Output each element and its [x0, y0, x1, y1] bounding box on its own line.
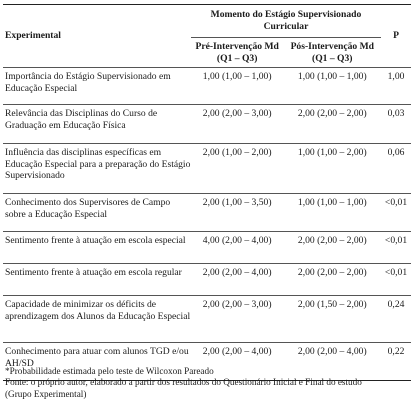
table-notes: [5, 366, 411, 400]
pre-value: 2,00 (2,00 – 4,00): [202, 267, 272, 278]
row-label: Capacidade de minimizar os déficits de aprendizagem dos Alunos da Educação Especial: [5, 299, 191, 322]
pos-value: 2,00 (2,00 – 2,00): [297, 267, 367, 278]
table-row: [3, 296, 411, 343]
pos-value: 1,00 (1,00 – 1,00): [297, 71, 367, 82]
pos-value: 2,00 (2,00 – 2,00): [297, 235, 367, 246]
p-value: 1,00: [387, 71, 405, 82]
pre-value: 1,00 (1,00 – 1,00): [202, 71, 272, 82]
table-row: [3, 144, 411, 194]
table-row: [3, 264, 411, 296]
p-value: <0,01: [384, 267, 408, 278]
p-value: 0,06: [387, 147, 405, 158]
pre-value: 2,00 (1,00 – 2,00): [202, 147, 272, 158]
header-row-top: [3, 5, 411, 38]
col-header-momento: Momento do Estágio Supervisionado Curricular: [191, 5, 381, 38]
row-label: Relevância das Disciplinas do Curso de Graduação em Educação Física: [5, 108, 158, 131]
pre-value: 2,00 (2,00 – 3,00): [202, 299, 272, 310]
pos-value: 2,00 (2,00 – 4,00): [297, 346, 367, 357]
col-header-p: P: [381, 5, 411, 68]
col-header-pre: Pré-Intervenção Md (Q1 – Q3): [191, 38, 284, 68]
p-value: 0,24: [387, 299, 405, 310]
p-value: 0,03: [387, 108, 405, 119]
results-table: [3, 4, 411, 381]
row-label: Conhecimento para atuar com alunos TGD e/ou AH/SD: [5, 346, 189, 369]
pre-value: 4,00 (2,00 – 4,00): [202, 235, 272, 246]
pre-value: 2,00 (2,00 – 4,00): [202, 346, 272, 357]
col-header-experimental: Experimental: [3, 5, 191, 68]
pos-value: 2,00 (1,50 – 2,00): [297, 299, 367, 310]
source-note: Fonte: o próprio autor, elaborado a partir dos resultados do Questionário Inicial e Final do estudo: [5, 377, 362, 388]
table-row: [3, 105, 411, 144]
row-label: Conhecimento dos Supervisores de Campo sobre a Educação Especial: [5, 197, 171, 220]
row-label: Importância do Estágio Supervisionado em Educação Especial: [5, 71, 171, 94]
pos-value: 2,00 (2,00 – 2,00): [297, 108, 367, 119]
p-value: <0,01: [384, 235, 408, 246]
pre-value: 2,00 (2,00 – 3,00): [202, 108, 272, 119]
footnote-probability: *Probabilidade estimada pelo teste de Wilcoxon Pareado: [5, 366, 214, 376]
p-value: <0,01: [384, 197, 408, 208]
pos-value: 1,00 (1,00 – 1,00): [297, 197, 367, 208]
table-row: [3, 68, 411, 105]
col-header-pos: Pós-Intervenção Md (Q1 – Q3): [283, 38, 381, 68]
p-value: 0,22: [387, 346, 405, 357]
table-row: [3, 194, 411, 232]
pos-value: 1,00 (1,00 – 2,00): [297, 147, 367, 158]
pre-value: 2,00 (1,00 – 3,50): [202, 197, 272, 208]
row-label: Influência das disciplinas específicas em Educação Especial para a preparação do Estágio Supervisionado: [5, 147, 191, 182]
table-row: [3, 232, 411, 264]
row-label: Sentimento frente à atuação em escola especial: [5, 235, 186, 246]
row-label: Sentimento frente à atuação em escola regular: [5, 267, 182, 278]
source-note-group: (Grupo Experimental): [5, 388, 87, 399]
